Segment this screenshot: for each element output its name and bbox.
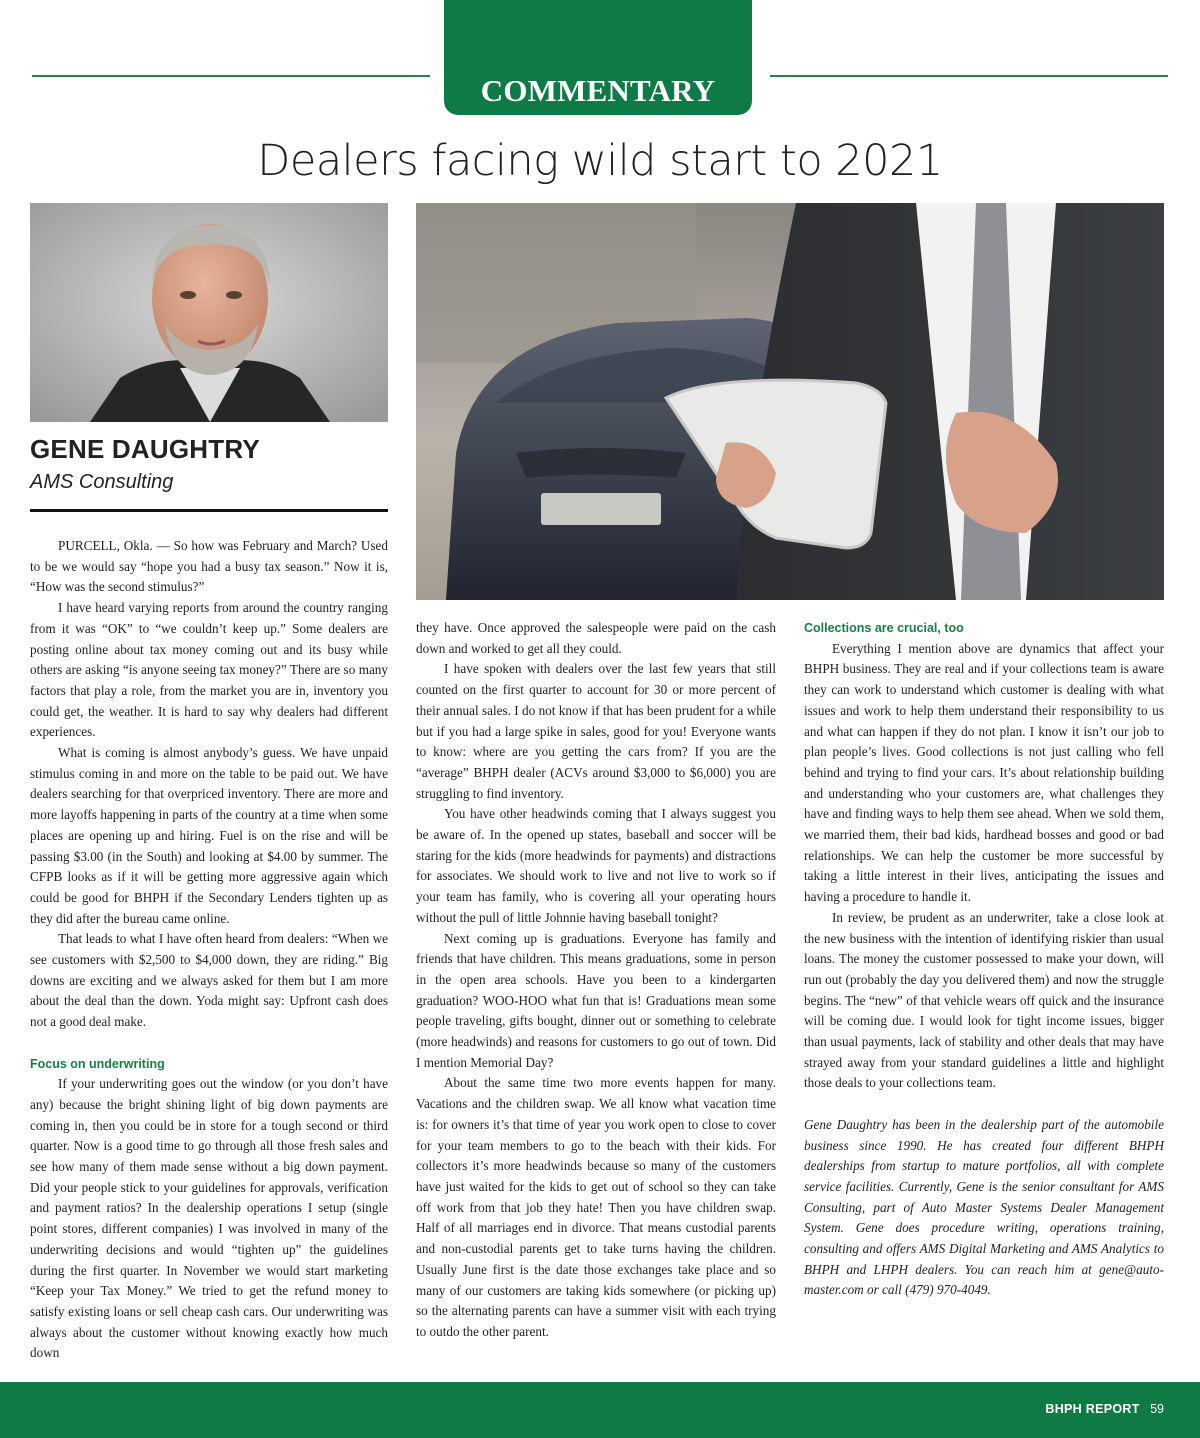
paragraph: That leads to what I have often heard from dealers: “When we see customers with $2,500 to $4,000 down, they are riding.” Big downs are exciting and we always asked for them but I am more about the deal than the down. Yoda might say: Upfront cash does not a good deal make.	[30, 931, 388, 1030]
author-bio: Gene Daughtry has been in the dealership part of the automobile business since 1990. He has created four different BHPH dealerships from startup to mature portfolios, all with complete service facilities. Currently, Gene is the senior consultant for AMS Consulting, part of Auto Master Systems Dealer Management System. Gene does procedure writing, operations training, consulting and offers AMS Digital Marketing and AMS Analytics to BHPH and LHPH dealers. You can reach him at gene@auto-master.com or call (479) 970-4049.	[804, 1116, 1164, 1298]
column-3	[804, 618, 1164, 1301]
publication-name: BHPH REPORT	[1045, 1402, 1140, 1416]
paragraph: I have heard varying reports from around the country ranging from it was “OK” to “we couldn’t keep up.” Some dealers are posting online about tax money coming out and its busy while others are asking “is anyone seeing tax money?” There are so many factors that play a role, from the market you are in, inventory you could get, the weather. It is hard to say why dealers had different experiences.	[30, 600, 388, 740]
author-name: GENE DAUGHTRY	[30, 434, 260, 464]
paragraph: In review, be prudent as an underwriter, take a close look at the new business with the intention of identifying riskier than usual loans. The money the customer possessed to make your down, will run out (probably the day you delivered them) and now the struggle begins. The “new” of that vehicle wears off quick and the insurance will be coming due. I would look for tight income issues, bigger than usual payments, lack of stability and other deals that may have strayed away from your standard guidelines a little and highlight those deals to your collections team.	[804, 909, 1164, 1091]
column-1	[30, 536, 388, 1364]
subheading: Collections are crucial, too	[804, 621, 964, 635]
subheading: Focus on underwriting	[30, 1056, 165, 1071]
page-title: Dealers facing wild start to 2021	[257, 136, 943, 186]
paragraph: What is coming is almost anybody’s guess. We have unpaid stimulus coming in and more on the table to be paid out. We have dealers searching for that overpriced inventory. There are more and more layoffs happening in parts of the country at a time when some places are opening up and hiring. Fuel is on the rise and will be passing $3.00 (in the South) and looking at $4.00 by summer. The CFPB looks as if it will be getting more aggressive again which could be good for BHPH if the Secondary Lenders tighten up as they did after the bureau came online.	[30, 745, 388, 926]
page-number: 59	[1150, 1402, 1164, 1416]
paragraph: Next coming up is graduations. Everyone has family and friends that have children. This means graduations, some in person in the open area schools. Have you been to a kindergarten graduation? WOO-HOO what fun that is! Graduations mean some people traveling, gifts bought, dinner out or something to celebrate (more headwinds) and reasons for customers to go out of town. Did I mention Memorial Day?	[416, 930, 776, 1070]
paragraph: they have. Once approved the salespeople were paid on the cash down and worked to get all they could.	[416, 620, 776, 656]
section-tab	[444, 0, 752, 115]
dealer-tablet-photo	[416, 203, 1164, 600]
paragraph: About the same time two more events happen for many. Vacations and the children swap. We all know what vacation time is: for owners it’s that time of year you work open to close to cover for your team members to go to the beach with their kids. For collectors it’s more headwinds because so many of the customers have just waited for the kids to get out of school so they can take off work from that job they hate! Then you have children swap. Half of all marriages end in divorce. That means custodial parents and non-custodial parents get to take turns having the children. Usually June first is the date those exchanges take place and so many of our customers are taking kids somewhere (or picking up) so the alternating parents can have a summer visit with each trying to outdo the other parent.	[416, 1075, 776, 1339]
paragraph: PURCELL, Okla. — So how was February and March? Used to be we would say “hope you had a busy tax season.” Now it is, “How was the second stimulus?”	[30, 538, 388, 595]
author-headshot	[30, 203, 388, 422]
paragraph: If your underwriting goes out the window (or you don’t have any) because the bright shining light of big down payments are coming in, then you could be in store for a tough second or third quarter. Now is a good time to go through all those fresh sales and see how many of them made sense without a big down payment. Did your people stick to your guidelines for approvals, verification and payment ratios? In the dealership operations I setup (single point stores, different companies) I was involved in many of the underwriting decisions and would “tighten up” the guidelines during the first quarter. In November we would start marketing “Keep your Tax Money.” We tried to get the refund money to satisfy existing loans or sell cheap cash cars. Our underwriting was always about the customer without knowing exactly how much down	[30, 1076, 388, 1361]
section-tab-label: COMMENTARY	[480, 73, 716, 108]
header-rule-left	[32, 75, 430, 77]
author-divider	[30, 509, 388, 512]
author-org: AMS Consulting	[30, 471, 174, 493]
page-footer	[0, 1382, 1200, 1438]
paragraph: I have spoken with dealers over the last few years that still counted on the first quarter to account for 30 or more percent of their annual sales. I do not know if that has been prudent for a while but if you had a large spike in sales, good for you! Everyone wants to know: where are you getting the cars from? If you are the “average” BHPH dealer (ACVs around $3,000 to $6,000) you are struggling to find inventory.	[416, 661, 776, 801]
paragraph: Everything I mention above are dynamics that affect your BHPH business. They are real and if your collections team is aware they can work to understand which customer is dealing with what issues and work to help them understand their responsibility to us and what can happen if they do not plan. I know it isn’t our job to plan people’s lives. Good collections is not just calling who fell behind and trying to find your cars. It’s about relationship building and understanding who your customers are, what challenges they have and finding ways to help them see ahead. When we sold them, we married them, their bad kids, hardhead bosses and good or bad relationships. We can help the customer be more successful by taking a little interest in their lives, anticipating the issues and having a procedure to handle it.	[804, 640, 1164, 905]
column-2	[416, 618, 776, 1343]
paragraph: You have other headwinds coming that I always suggest you be aware of. In the opened up states, baseball and soccer will be staring for the kids (more headwinds for payments) and distractions for associates. We should work to live and not live to work so if your team has family, who is covering all your operating hours without the pull of little Johnnie having baseball tonight?	[416, 806, 776, 925]
header-rule-right	[770, 75, 1168, 77]
